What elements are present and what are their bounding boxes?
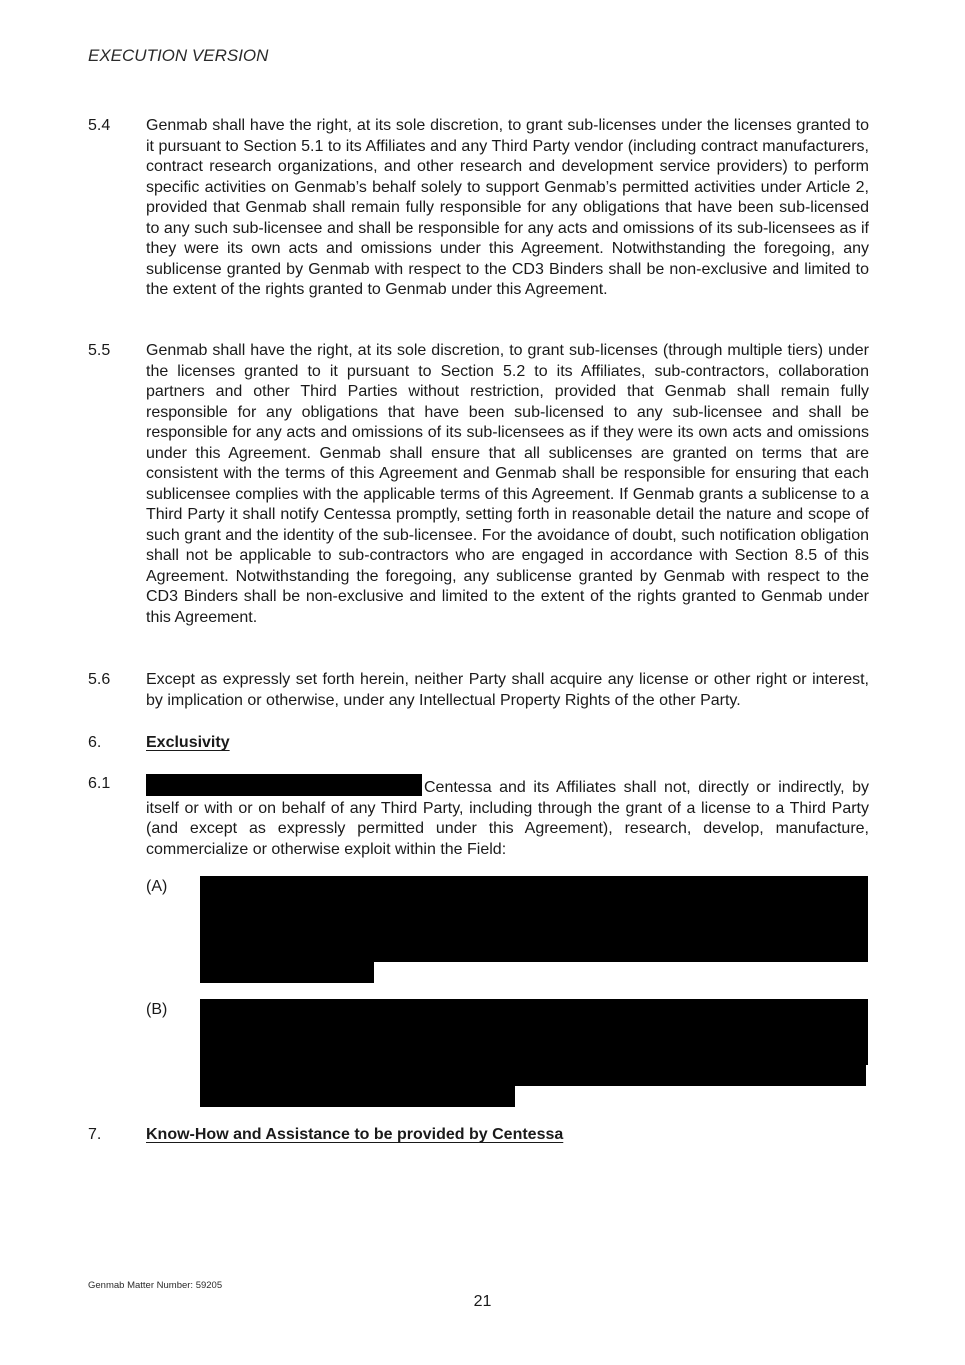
redaction-block [146,774,422,796]
redaction-block-a-tail [200,960,374,983]
matter-number: Genmab Matter Number: 59205 [88,1280,223,1291]
redaction-block-a [200,876,868,962]
redaction-block-b [200,999,868,1065]
clause-6-1 [88,774,869,860]
clause-text-content: Centessa and its Affiliates shall not, directly or indirectly, by itself or with or on behalf of any Third Party, including through the grant of a license to a Third Party (and except as expressly permitted under this Agreement), research, develop, manufacture, commercialize or otherwise exploit within the Field: [146,779,869,858]
section-title: Know-How and Assistance to be provided by Centessa [146,1126,564,1143]
page-number: 21 [473,1293,492,1310]
clause-text [146,774,869,860]
clause-text: Except as expressly set forth herein, neither Party shall acquire any license or other right or interest, by implication or otherwise, under any Intellectual Property Rights of the other Party. [146,671,869,709]
redaction-block-b-tail [200,1084,515,1107]
item-b-label: (B) [146,1001,168,1018]
section-number: 6. [88,734,102,751]
clause-5-6 [88,670,869,711]
clause-text: Genmab shall have the right, at its sole discretion, to grant sub-licenses under the licenses granted to it pursuant to Section 5.1 to its Affiliates and any Third Party vendor (including contract manufacturers, contract research organizations, and other research and development service providers) to perform specific activities on Genmab’s behalf solely to support Genmab’s permitted activities under Article 2, provided that Genmab shall remain fully responsible for any obligations that have been sub-licensed to any such sub-licensee and shall be responsible for any acts and omissions of its sub-licensees as if they were its own acts and omissions under this Agreement. Notwithstanding the foregoing, any sublicense granted by Genmab with respect to the CD3 Binders shall be non-exclusive and limited to the extent of the rights granted to Genmab under this Agreement. [146,117,869,298]
clause-number: 5.5 [88,342,111,359]
clause-5-4 [88,116,869,301]
section-number: 7. [88,1126,102,1143]
clause-5-5 [88,341,869,628]
execution-version-header: EXECUTION VERSION [88,46,269,65]
clause-number: 5.6 [88,671,111,688]
redaction-block-b-mid [200,1063,866,1086]
clause-text: Genmab shall have the right, at its sole discretion, to grant sub-licenses (through multiple tiers) under the licenses granted to it pursuant to Section 5.2 to its Affiliates, sub-contractors, collaboration partners and other Third Parties without restriction, provided that Genmab shall remain fully responsible for any obligations that have been sub-licensed to any sub-licensee and shall be responsible for any acts and omissions of its sub-licensees as if they were its own acts and omissions under this Agreement. Genmab shall ensure that all sublicenses are granted on terms that are consistent with the terms of this Agreement and Genmab shall be responsible for ensuring that each sublicensee complies with the applicable terms of this Agreement. If Genmab grants a sublicense to a Third Party it shall notify Centessa promptly, setting forth in reasonable detail the nature and scope of such grant and the identity of the sub-licensee. For the avoidance of doubt, such notification obligation shall not be applicable to sub-contractors who are engaged in accordance with Section 8.5 of this Agreement. Notwithstanding the foregoing, any sublicense granted by Genmab with respect to the CD3 Binders shall be non-exclusive and limited to the extent of the rights granted to Genmab under this Agreement. [146,342,869,626]
item-a-label: (A) [146,878,168,895]
clause-number: 5.4 [88,117,111,134]
clause-number: 6.1 [88,775,111,792]
section-title: Exclusivity [146,734,230,751]
